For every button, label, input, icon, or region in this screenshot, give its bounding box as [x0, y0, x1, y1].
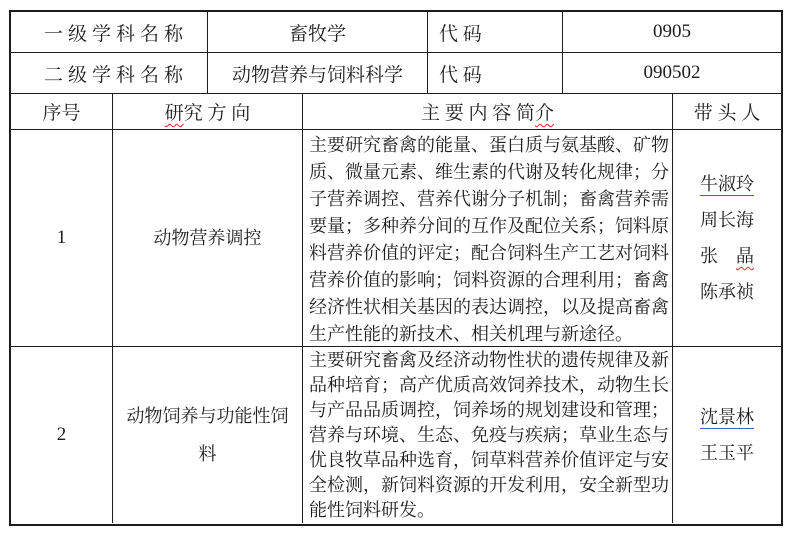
level2-code-value: 090502	[563, 53, 781, 94]
row1-research-direction: 动物营养调控	[113, 130, 303, 347]
info-section	[11, 12, 781, 94]
spellcheck-marked-char: 介	[535, 103, 555, 124]
header-leader: 带 头 人	[673, 94, 781, 130]
level2-code-label: 代 码	[428, 53, 563, 94]
level2-discipline-value: 动物营养与饲料科学	[208, 53, 428, 94]
leader-name: 陈承祯	[700, 282, 754, 302]
header-research-direction-text: 究 方 向	[183, 103, 251, 124]
spellcheck-marked-char: 晶	[736, 246, 754, 266]
header-main-content-intro-text: 主 要 内 容 简	[420, 103, 535, 124]
leader-name-link[interactable]: 沈景林	[700, 407, 754, 427]
level1-discipline-value: 畜牧学	[208, 12, 428, 53]
leader-line	[700, 202, 754, 238]
level1-code-label: 代 码	[428, 12, 563, 53]
leader-name: 张	[700, 246, 736, 266]
leader-name: 周长海	[700, 210, 754, 230]
row1-leaders	[673, 130, 781, 347]
header-main-content-intro	[303, 94, 673, 130]
leader-name: 王玉平	[700, 443, 754, 463]
row2-seq: 2	[11, 347, 113, 523]
leader-name-link[interactable]: 牛淑玲	[700, 174, 754, 194]
header-seq: 序号	[11, 94, 113, 130]
leader-line	[700, 274, 754, 310]
row2-research-direction: 动物饲养与功能性饲料	[113, 347, 303, 523]
research-directions-section	[11, 94, 781, 523]
header-research-direction	[113, 94, 303, 130]
row1-content-intro: 主要研究畜禽的能量、蛋白质与氨基酸、矿物质、微量元素、维生素的代谢及转化规律；分子营养调控、营养代谢分子机制；畜禽营养需要量；多种养分间的互作及配位关系；饲料原料营养价值的评定；配合饲料生产工艺对饲料营养价值的影响；饲料资源的合理利用；畜禽经济性状相关基因的表达调控，以及提高畜禽生产性能的新技术、相关机理与新途径。	[303, 130, 673, 347]
leader-line	[700, 238, 754, 274]
spellcheck-marked-char: 研	[164, 103, 184, 124]
leader-line	[700, 399, 754, 435]
level1-code-value: 0905	[563, 12, 781, 53]
row1-seq: 1	[11, 130, 113, 347]
leader-line	[700, 435, 754, 471]
level2-discipline-label: 二级学科名称	[11, 53, 208, 94]
discipline-table	[9, 10, 783, 526]
row2-content-intro: 主要研究畜禽及经济动物性状的遗传规律及新品种培育；高产优质高效饲养技术，动物生长与产品品质调控，饲养场的规划建设和管理；营养与环境、生态、免疫与疾病；草业生态与优良牧草品种选育，饲草料营养价值评定与安全检测，新饲料资源的开发利用，安全新型功能性饲料研发。	[303, 347, 673, 523]
row2-leaders	[673, 347, 781, 523]
level1-discipline-label: 一级学科名称	[11, 12, 208, 53]
leader-line	[700, 166, 754, 202]
